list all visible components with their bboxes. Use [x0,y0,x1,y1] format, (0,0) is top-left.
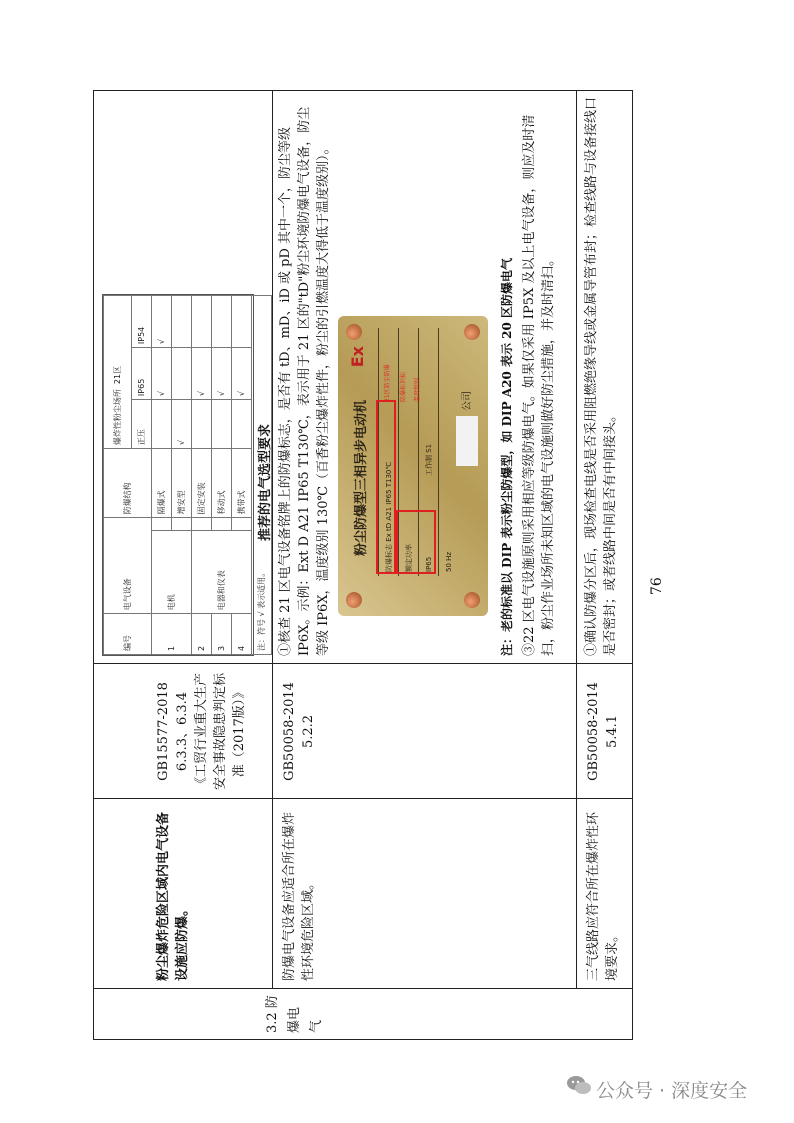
inner-cell-type: 携带式 [232,449,252,518]
inner-cell [232,518,252,530]
inner-cell-type: 隔爆式 [152,449,172,518]
inner-sub-header: 正压 [132,400,152,449]
paragraph-1: ①核查 21 区电气设备铭牌上的防爆标志，是否有 tD、mD、iD 或 pD 其中一个，防尘等级 IP6X。示例：Ext D A21 IP65 T130℃，表示用于 21 区的"tD"粉尘环境防爆电气设备，防尘等级 IP6X，温度级别 130℃（百香粉尘爆炸性件，粉尘的引燃温度大得低于温度级别）。 [278,106,331,656]
inner-cell [172,518,192,530]
row-divider-2 [576,91,577,989]
plate-annotation: 21区防尘防爆 [384,364,391,402]
screw [464,592,480,608]
inner-cell-no: 2 [192,614,212,655]
inner-cell [192,400,212,449]
inner-header-zone21: 21区 [113,365,122,385]
row1-basis-line: 安全事故隐患判定标 [213,673,228,791]
inner-cell-mark: √ [192,348,212,400]
watermark-text: 公众号 · 深度安全 [596,1080,748,1102]
inner-cell [152,518,172,530]
inner-cell-mark: √ [212,348,232,400]
plate-line: IP65 [425,556,433,572]
plate-line: 防爆标志 Ex tD A21 IP65 T130℃ [385,461,393,572]
row1-basis-line: 准（2017版）》 [232,685,247,778]
rotated-document-sheet [93,90,671,1040]
inner-cell [212,296,232,348]
inner-cell [152,400,172,449]
row1-basis [154,669,249,794]
row2-basis-line: 5.2.2 [301,714,316,749]
inner-cell [172,348,192,400]
row2-content [276,96,572,656]
highlight-box [396,510,436,574]
inner-header-structure: 防爆结构 [104,449,152,518]
row1-basis-line: 6.3.3、6.3.4 [175,691,190,772]
inspection-table [93,90,633,1040]
paragraph-2: ③22 区电气设施原则采用相应等级防爆电气。如果仅采用 IP5X 及以上电气设备，则应及时清扫，粉尘作业场所未知区域的电气设施则做好防尘措施，并及时清扫。 [522,114,556,656]
inner-cell-no: 3 [212,614,232,655]
plate-line: 额定功率 [405,544,413,572]
row2-basis [280,669,318,794]
inner-header-zone-text: 爆炸性粉尘场所 [113,389,122,446]
inner-cell [212,400,232,449]
nameplate-photo [338,316,488,616]
inner-cell [172,296,192,348]
inner-cell-type: 移动式 [212,449,232,518]
inner-header-zone [104,296,132,449]
plate-annotation: 温度组别 [414,377,421,402]
selection-caption: 推荐的电气选型要求 [258,423,273,541]
row1-content [98,96,273,656]
row3-basis-line: GB50058-2014 [586,682,601,781]
inner-header-no: 编号 [104,614,152,655]
inner-cell-mark: √ [232,348,252,400]
row3-content: ①确认防爆分区后，现场检查电线是否采用阻燃绝缘导线或金属导管布封；检查线路与设备接线口是否密封；或者线路中间是否有中间接头。 [584,96,618,656]
inner-cell-type: 固定安装 [192,449,212,518]
inner-table-note: 注：符号 √ 表示适用。 [252,296,272,655]
section-label: 3.2 防爆电气 [265,995,324,1033]
col-divider-item [94,798,632,799]
inner-cell-mark: √ [152,348,172,400]
inner-cell-mark: √ [152,296,172,348]
inner-cell-device: 电机 [152,530,192,613]
row1-basis-line: GB15577-2018 [156,682,171,781]
row3-basis [584,669,622,794]
row2-item: 防爆电气设备应适合所在爆炸性环境危险区域。 [282,811,316,981]
inner-cell-no: 4 [232,614,252,655]
page-number: 76 [649,577,665,595]
row3-basis-line: 5.4.1 [605,714,620,749]
inner-header-ip65: IP65 [132,348,152,400]
row3-item: 三气线路应符合所在爆炸性环境要求。 [586,811,620,981]
inner-header-device: 电气设备 [104,518,152,614]
inner-cell [232,400,252,449]
landscape-page [93,90,671,1040]
inner-cell-no: 1 [152,614,192,655]
inner-cell [232,296,252,348]
row2-basis-line: GB50058-2014 [282,682,297,781]
plate-redacted-area [456,416,478,466]
inner-cell [192,296,212,348]
row1-item: 粉尘爆炸危险区域内电气设备设施应防爆。 [156,811,190,981]
inner-header-ip54: IP54 [132,296,152,348]
plate-annotation: 防爆标识标 [400,371,407,402]
plate-line: 工作制 S1 [425,443,433,476]
plate-line: 50 Hz [445,551,453,572]
screw [346,324,362,340]
screw [464,324,480,340]
plate-company: 公司 [462,391,473,411]
highlight-box [376,400,396,574]
col-divider-basis [94,663,632,664]
plate-ex-mark: Ex [348,346,367,368]
row1-basis-line: 《工贸行业重大生产 [194,673,209,791]
inner-cell [212,518,232,530]
plate-title: 粉尘防爆型三相异步电动机 [354,399,369,556]
wechat-icon [566,1074,592,1096]
inner-cell-type: 增安型 [172,449,192,518]
inner-cell-mark: √ [172,400,192,449]
inner-cell [192,518,212,530]
col-divider-section [94,988,632,989]
screw [346,592,362,608]
note-old-standard: 注：老的标准以 DIP 表示粉尘防爆型，如 DIP A20 表示 20 区防爆电气 [500,257,514,656]
inner-cell-device: 电器和仪表 [192,530,252,613]
